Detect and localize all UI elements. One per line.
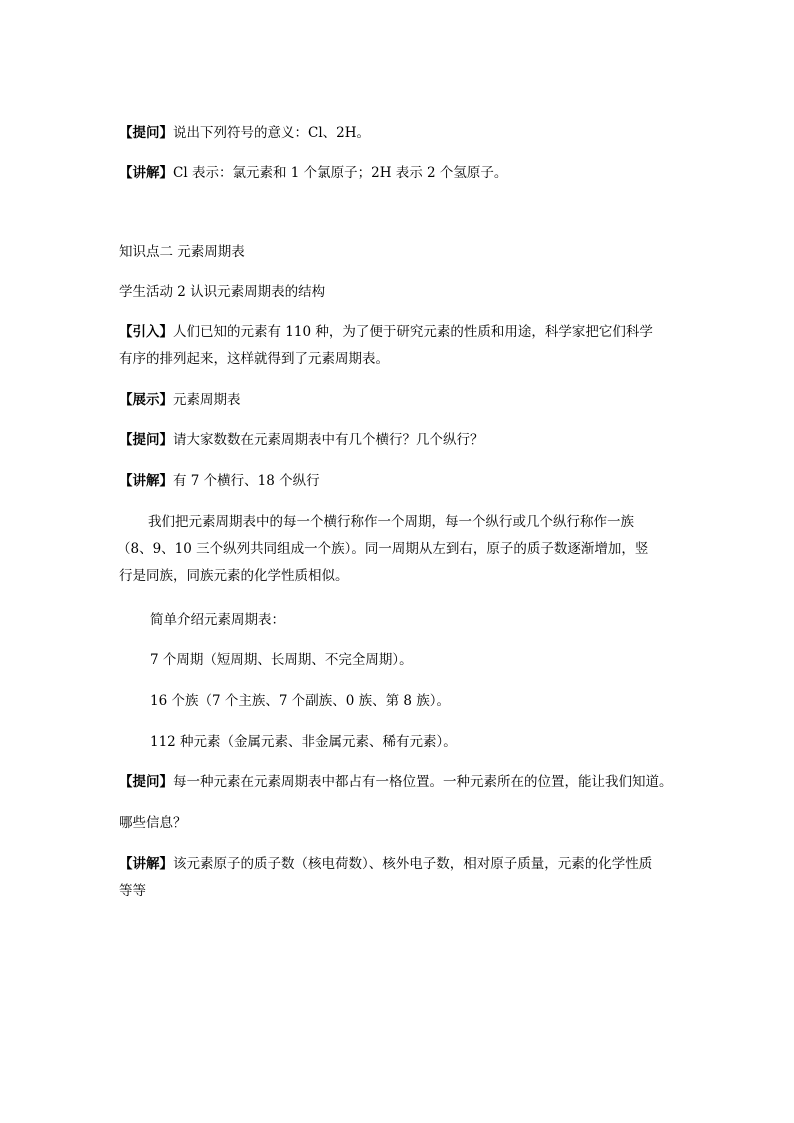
intro-tag: 【引入】: [119, 324, 173, 340]
question-text: 每一种元素在元素周期表中都占有一格位置。一种元素所在的位置，能让我们知道。: [173, 774, 673, 790]
explanation-tag: 【讲解】: [119, 856, 173, 872]
explanation-text: 有 7 个横行、18 个纵行: [173, 473, 320, 489]
elements-item: 112 种元素（金属元素、非金属元素、稀有元素）。: [150, 734, 457, 750]
paragraph-line-2: （8、9、10 三个纵列共同组成一个族）。同一周期从左到右，原子的质子数逐渐增加，竖: [117, 541, 649, 557]
explanation-3-line-2: 等等: [119, 883, 146, 899]
explanation-1: [119, 164, 507, 182]
question-text: 请大家数数在元素周期表中有几个横行？几个纵行？: [173, 432, 484, 448]
intro-line-2: 有序的排列起来，这样就得到了元素周期表。: [119, 351, 389, 367]
question-text: 说出下列符号的意义：Cl、2H。: [173, 125, 371, 141]
explanation-text: 该元素原子的质子数（核电荷数）、核外电子数，相对原子质量，元素的化学性质: [173, 856, 653, 872]
explanation-tag: 【讲解】: [119, 473, 173, 489]
groups-item: 16 个族（7 个主族、7 个副族、0 族、第 8 族）。: [150, 693, 451, 709]
explanation-tag: 【讲解】: [119, 165, 173, 181]
paragraph-line-3: 行是同族，同族元素的化学性质相似。: [119, 568, 349, 584]
section-title: 知识点二 元素周期表: [119, 244, 245, 260]
activity-title: 学生活动 2 认识元素周期表的结构: [119, 284, 326, 300]
paragraph-line-1: 我们把元素周期表中的每一个横行称作一个周期，每一个纵行或几个纵行称作一族: [148, 514, 634, 530]
question-tag: 【提问】: [119, 432, 173, 448]
explanation-2: [119, 472, 320, 490]
show-tag: 【展示】: [119, 392, 173, 408]
show-block: [119, 391, 241, 409]
periods-item: 7 个周期（短周期、长周期、不完全周期）。: [150, 652, 413, 668]
intro-line-1: [119, 323, 653, 341]
question-tag: 【提问】: [119, 774, 173, 790]
explanation-text: Cl 表示：氯元素和 1 个氯原子；2H 表示 2 个氢原子。: [173, 165, 508, 181]
question-1: [119, 124, 370, 142]
show-text: 元素周期表: [173, 392, 241, 408]
intro-periodic-table: 简单介绍元素周期表：: [150, 612, 285, 628]
question-3: [119, 773, 673, 791]
explanation-3: [119, 855, 652, 873]
intro-text: 人们已知的元素有 110 种，为了便于研究元素的性质和用途，科学家把它们科学: [173, 324, 653, 340]
question-tag: 【提问】: [119, 125, 173, 141]
question-2: [119, 431, 484, 449]
question-3-line-2: 哪些信息？: [119, 815, 187, 831]
